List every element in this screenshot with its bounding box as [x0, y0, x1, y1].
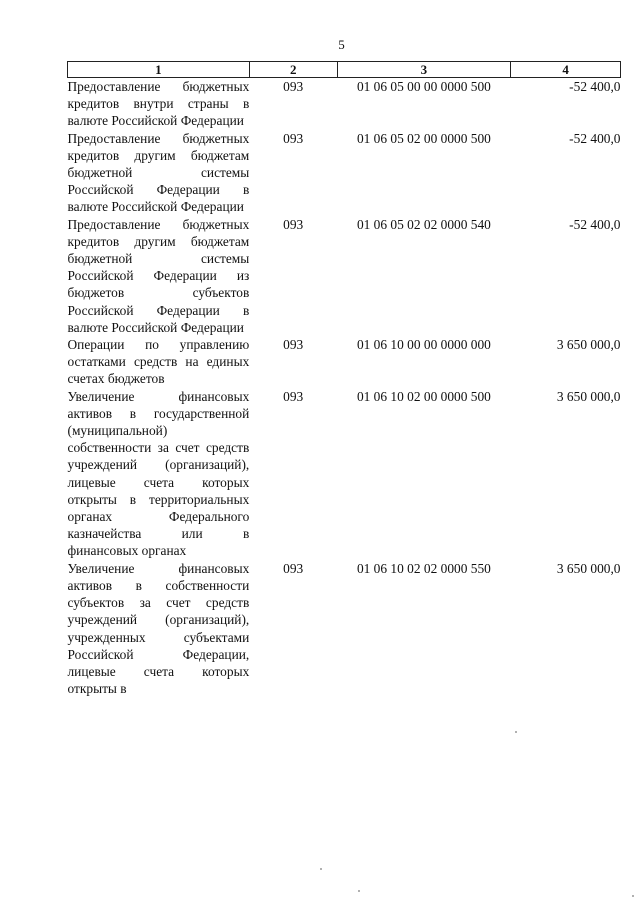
row-amount: 3 650 000,0	[556, 337, 621, 353]
row-classification-code: 01 06 10 00 00 0000 000	[356, 337, 491, 353]
table-row	[68, 78, 621, 130]
row-classification-code: 01 06 10 02 00 0000 500	[356, 388, 491, 404]
table-header	[68, 62, 621, 78]
row-name: Предоставление бюджетных кредитов другим бюджетам бюджетной системы Российской Федерации в валюте Российской Федерации	[67, 130, 250, 215]
table-row	[68, 388, 621, 560]
scan-speck	[320, 868, 322, 870]
row-name: Увеличение финансовых активов в государственной (муниципальной) собственности за счет средств учреждений (организаций), лицевые счета которых открыты в территориальных органах Федерального казначейства или в финансовых органах	[67, 388, 250, 559]
row-amount: 3 650 000,0	[556, 388, 621, 404]
budget-sources-table	[67, 61, 621, 697]
table-row	[68, 560, 621, 698]
row-amount: -52 400,0	[569, 130, 621, 146]
row-classification-code: 01 06 05 02 00 0000 500	[356, 130, 491, 146]
row-name: Предоставление бюджетных кредитов другим бюджетам бюджетной системы Российской Федерации из бюджетов субъектов Российской Федерации в валюте Российской Федерации	[67, 216, 250, 335]
row-classification-code: 01 06 05 00 00 0000 500	[356, 79, 491, 94]
column-header-3: 3	[337, 62, 511, 78]
row-admin-code: 093	[283, 79, 304, 94]
row-classification-code: 01 06 10 02 02 0000 550	[356, 560, 491, 576]
row-amount: -52 400,0	[569, 79, 621, 94]
column-header-1: 1	[68, 62, 250, 78]
page-number: 5	[338, 37, 345, 52]
scan-speck	[515, 731, 517, 733]
scan-speck	[632, 895, 634, 897]
row-classification-code: 01 06 05 02 02 0000 540	[356, 216, 491, 232]
row-admin-code: 093	[283, 337, 304, 353]
table-row	[68, 130, 621, 216]
column-header-4: 4	[511, 62, 621, 78]
row-admin-code: 093	[283, 388, 304, 404]
scan-speck	[358, 890, 360, 892]
row-admin-code: 093	[283, 130, 304, 146]
row-admin-code: 093	[283, 216, 304, 232]
row-amount: -52 400,0	[569, 216, 621, 232]
table-row	[68, 336, 621, 388]
row-amount: 3 650 000,0	[556, 560, 621, 576]
row-name: Операции по управлению остатками средств на единых счетах бюджетов	[67, 337, 250, 387]
row-name: Предоставление бюджетных кредитов внутри страны в валюте Российской Федерации	[67, 79, 250, 129]
column-header-2: 2	[249, 62, 337, 78]
row-admin-code: 093	[283, 560, 304, 576]
table-row	[68, 216, 621, 336]
row-name: Увеличение финансовых активов в собственности субъектов за счет средств учреждений (организаций), учрежденных субъектами Российской Федерации, лицевые счета которых открыты в	[67, 560, 250, 697]
